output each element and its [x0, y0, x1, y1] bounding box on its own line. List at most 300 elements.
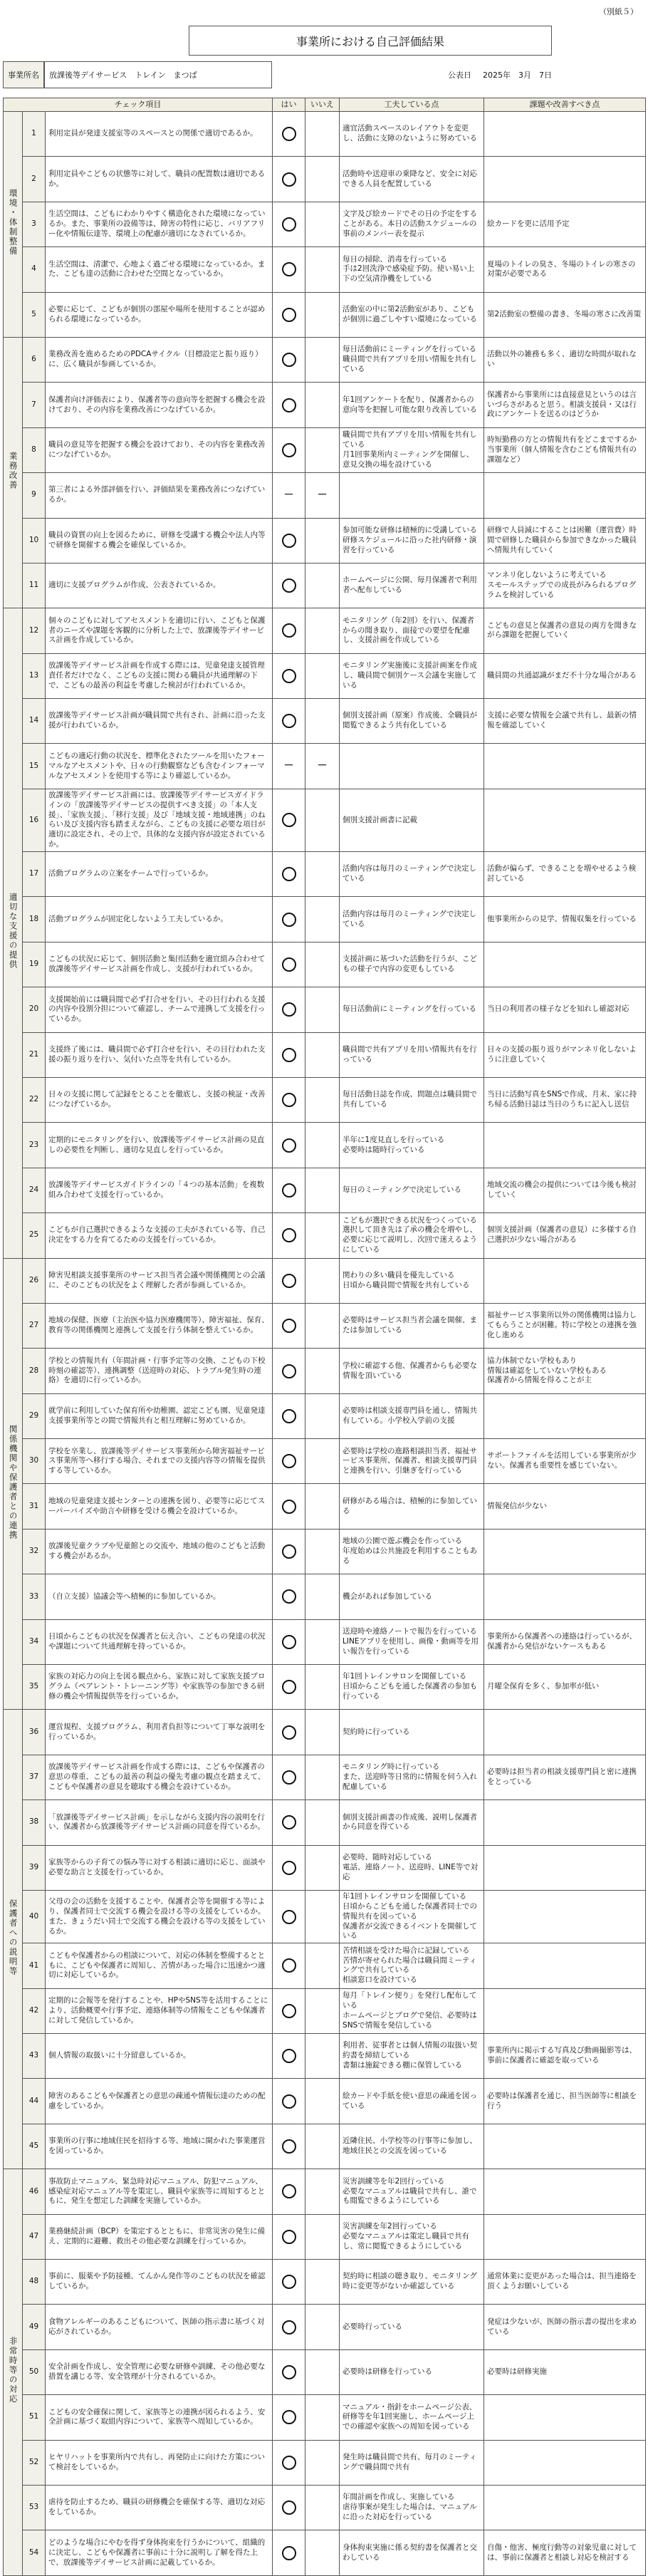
issue-note: 活動が偏らず、できることを増やせるよう検討している [484, 852, 646, 897]
check-item: 第三者による外部評価を行い、評価結果を業務改善につなげているか。 [46, 473, 273, 518]
check-item: 職員の意見等を把握する機会を設けており、その内容を業務改善につなげているか。 [46, 427, 273, 472]
check-item: 必要に応じて、こどもが個別の部屋や場所を使用することが認められる環境になっているか。 [46, 292, 273, 337]
circle-mark [282, 1138, 296, 1153]
row-number: 14 [23, 699, 46, 744]
publish-date-label: 公表日 [448, 71, 471, 80]
issue-note [484, 744, 646, 789]
effort-note: 職員間で共有アプリを用い情報を共有している 月1回事業所内ミーティングを開催し、意見交換の場を設けている [340, 427, 484, 472]
issue-note: 夏場のトイレの臭さ、冬場のトイレの寒さの対策が必要である [484, 247, 646, 292]
effort-note: 研修がある場合は、積極的に参加している [340, 1484, 484, 1529]
check-item: 個人情報の取扱いに十分留意しているか。 [46, 2034, 273, 2079]
table-row [4, 383, 646, 427]
issue-note: こどもの意見と保護者の意見の両方を聞きながら課題を把握していく [484, 608, 646, 653]
table-row [4, 1619, 646, 1664]
table-header-row [4, 98, 646, 112]
effort-note: 文字及び絵カードでその日の予定をすることがある。本日の活動スケジュールの事前のメンバー表を提示 [340, 202, 484, 246]
check-item: 放課後等デイサービス計画には、放課後等デイサービスガイドラインの「放課後等デイサービスの提供すべき支援」の「本人支援」、「家族支援」、「移行支援」及び「地域支援・地域連携」のねらい及び支援内容も踏まえながら、こどもの支援に必要な項目が適切に設定され、その上で、具体的な支援内容が設定されているか。 [46, 789, 273, 851]
table-row [4, 1665, 646, 1710]
check-item: 家族の対応力の向上を図る観点から、家族に対して家族支援プログラム（ペアレント・トレーニング等）や家族等の参加できる研修の機会や情報提供等を行っているか。 [46, 1665, 273, 1710]
table-row [4, 1529, 646, 1574]
circle-mark [282, 1958, 296, 1973]
effort-note: 必要時行っている [340, 2305, 484, 2349]
header-yes: はい [273, 98, 305, 112]
effort-note: 必要時は相談支援専門員を通し、情報共有している。小学校入学前の支援 [340, 1393, 484, 1438]
yes-cell [273, 202, 305, 246]
no-cell [305, 2349, 340, 2394]
table-row [4, 2530, 646, 2575]
business-info [3, 61, 645, 88]
table-row [4, 2485, 646, 2530]
row-number: 33 [23, 1574, 46, 1619]
yes-cell [273, 608, 305, 653]
no-cell [305, 653, 340, 698]
no-cell [305, 1258, 340, 1303]
circle-mark [282, 2139, 296, 2154]
no-cell [305, 1943, 340, 1988]
check-item: 保護者向け評価表により、保護者等の意向等を把握する機会を設けており、その内容を業務改善につなげているか。 [46, 383, 273, 427]
row-number: 5 [23, 292, 46, 337]
circle-mark [282, 1589, 296, 1604]
circle-mark [282, 957, 296, 972]
row-number: 27 [23, 1303, 46, 1348]
issue-note: 当日の利用者の様子などを知れし確認対応 [484, 987, 646, 1032]
effort-note: 学校に確認する他、保護者からも必要な情報を頂いている [340, 1349, 484, 1393]
no-cell [305, 1349, 340, 1393]
circle-mark [282, 1093, 296, 1107]
circle-mark [282, 262, 296, 276]
table-row [4, 337, 646, 382]
issue-note [484, 2124, 646, 2169]
row-number: 45 [23, 2124, 46, 2169]
table-row [4, 1755, 646, 1799]
circle-mark [282, 2410, 296, 2424]
no-cell [305, 1891, 340, 1943]
circle-mark [282, 1861, 296, 1875]
yes-cell [273, 1800, 305, 1845]
yes-cell [273, 1574, 305, 1619]
no-cell [305, 1665, 340, 1710]
effort-note: モニタリング（年2回）を行い、保護者からの聞き取り、面接での要望を配慮し、支援計画を作成している [340, 608, 484, 653]
no-cell [305, 1393, 340, 1438]
yes-cell [273, 2440, 305, 2485]
row-number: 2 [23, 157, 46, 202]
yes-cell [273, 2485, 305, 2530]
issue-note: 自傷・他害、極度行動等の対象児童に対しては、事前に保護者と相談し対応を検討する [484, 2530, 646, 2575]
check-item: 安全計画を作成し、安全管理に必要な研修や訓練、その他必要な措置を講じる等、安全管理が十分されるているか。 [46, 2349, 273, 2394]
issue-note: 必要時は担当者の相談支援専門員と密に連携をとっている [484, 1755, 646, 1799]
issue-note: 事業所から保護者への連絡は行っているが、保護者から発信がないケースもある [484, 1619, 646, 1664]
row-number: 53 [23, 2485, 46, 2530]
issue-note: 福祉サービス事業所以外の関係機関は協力してもらうことが困難。特に学校との連携を強化し進める [484, 1303, 646, 1348]
row-number: 6 [23, 337, 46, 382]
yes-cell [273, 1258, 305, 1303]
effort-note: ホームページに公開、毎月保護者で利用者へ配布している [340, 563, 484, 608]
circle-mark [282, 2004, 296, 2018]
table-row [4, 518, 646, 563]
row-number: 39 [23, 1845, 46, 1890]
check-item: 放課後等デイサービス計画が職員間で共有され、計画に沿った支援が行われているか。 [46, 699, 273, 744]
category-label: 適切な支援の提供 [8, 893, 19, 970]
row-number: 4 [23, 247, 46, 292]
no-cell [305, 2124, 340, 2169]
no-cell [305, 1988, 340, 2033]
check-item: 支援開始前には職員間で必ず打合せを行い、その日行われる支援の内容や役割分担について確認し、チームで連携して支援を行っているか。 [46, 987, 273, 1032]
circle-mark [282, 2275, 296, 2289]
row-number: 49 [23, 2305, 46, 2349]
no-cell [305, 247, 340, 292]
row-number: 10 [23, 518, 46, 563]
row-number: 32 [23, 1529, 46, 1574]
header-no: いいえ [305, 98, 340, 112]
check-item: 障害児相談支援事業所のサービス担当者会議や関係機関との会議に、そのこどもの状況をよく理解した者が参画しているか。 [46, 1258, 273, 1303]
row-number: 19 [23, 942, 46, 987]
effort-note: 毎日活動前にミーティングを行っている 職員間で共有アプリを用い情報を共有している [340, 337, 484, 382]
row-number: 25 [23, 1213, 46, 1258]
issue-note: 必要時は研修実施 [484, 2349, 646, 2394]
table-row [4, 2349, 646, 2394]
effort-note: モニタリング実施後に支援計画案を作成し、職員間で個別ケース会議を実施している [340, 653, 484, 698]
circle-mark [282, 2456, 296, 2470]
yes-cell [273, 1303, 305, 1348]
check-item: 就学前に利用していた保育所や幼稚園、認定こども園、児童発達支援事業所等との間で情報共有と相互理解に努めているか。 [46, 1393, 273, 1438]
check-item: 利用定員やこどもの状態等に対して、職員の配置数は適切であるか。 [46, 157, 273, 202]
no-cell [305, 2214, 340, 2259]
circle-mark [282, 2500, 296, 2515]
table-row [4, 744, 646, 789]
yes-cell [273, 518, 305, 563]
table-row [4, 2169, 646, 2214]
yes-cell [273, 563, 305, 608]
yes-cell [273, 473, 305, 518]
effort-note: モニタリング時に行っている また、送迎時等日常的に情報を伺う入れ配慮している [340, 1755, 484, 1799]
row-number: 30 [23, 1439, 46, 1484]
effort-note: 地域の公園で遊ぶ機会を作っている 年度始めは公共施設を利用することもある [340, 1529, 484, 1574]
check-item: 業務継続計画（BCP）を策定するとともに、非常災害の発生に備え、定期的に避難、救出その他必要な訓練を行っているか。 [46, 2214, 273, 2259]
check-item: こどもや保護者からの相談について、対応の体制を整備するとともに、こどもや保護者に周知し、苦情があった場合に迅速かつ適切に対応しているか。 [46, 1943, 273, 1988]
no-cell [305, 2395, 340, 2440]
row-number: 47 [23, 2214, 46, 2259]
check-item: 食物アレルギーのあるこどもについて、医師の指示書に基づく対応がされているか。 [46, 2305, 273, 2349]
circle-mark [282, 1680, 296, 1694]
circle-mark [282, 714, 296, 728]
table-row [4, 1943, 646, 1988]
effort-note: 必要時、随時対応している 電話、連絡ノート、送迎時、LINE等で対応 [340, 1845, 484, 1890]
no-cell [305, 1303, 340, 1348]
effort-note: 関わりの多い職員を優先している 日頃から職員間で情報を共有している [340, 1258, 484, 1303]
effort-note: 活動時や送迎車の乗降など、安全に対応できる人員を配置している [340, 157, 484, 202]
check-item: 利用定員が発達支援室等のスペースとの関係で適切であるか。 [46, 112, 273, 157]
check-item: 地域の保健、医療（主治医や協力医療機関等）、障害福祉、保育、教育等の関係機関と連携して支援を行う体制を整えているか。 [46, 1303, 273, 1348]
effort-note: 年1回トレインサロンを開催している 日頃からこどもを通した保護者同士での情報共有を図っている 保護者が交流できるイベントを開催している [340, 1891, 484, 1943]
category-cell [4, 1258, 23, 1710]
yes-cell [273, 852, 305, 897]
no-cell [305, 1710, 340, 1755]
check-item: 業務改善を進めるためのPDCAサイクル（目標設定と振り返り）に、広く職員が参画しているか。 [46, 337, 273, 382]
table-row [4, 1258, 646, 1303]
yes-cell [273, 942, 305, 987]
effort-note: 個別支援計画書に記載 [340, 789, 484, 851]
yes-cell [273, 1988, 305, 2033]
check-item: 適切に支援プログラムが作成、公表されているか。 [46, 563, 273, 608]
circle-mark [282, 2230, 296, 2244]
no-cell [305, 2169, 340, 2214]
dash-mark: － [317, 489, 328, 502]
table-row [4, 1032, 646, 1077]
check-item: 活動プログラムの立案をチームで行っているか。 [46, 852, 273, 897]
check-item: 日々の支援に関して記録をとることを徹底し、支援の検証・改善につなげているか。 [46, 1077, 273, 1122]
table-row [4, 653, 646, 698]
no-cell [305, 1439, 340, 1484]
circle-mark [282, 398, 296, 412]
category-label: 保護者への説明等 [8, 1899, 19, 1976]
issue-note: 支援に必要な情報を会議で共有し、最新の情報を確認していく [484, 699, 646, 744]
table-row [4, 1800, 646, 1845]
category-label: 非常時等の対応 [8, 2337, 19, 2404]
circle-mark [282, 353, 296, 367]
check-item: 日頃からこどもの状況を保護者と伝え合い、こどもの発達の状況や課題について共通理解を持っているか。 [46, 1619, 273, 1664]
circle-mark [282, 1364, 296, 1378]
effort-note: 毎月「トレイン便り」を発行し配布している ホームページとブログで発信、必要時はSNSで情報を発信している [340, 1988, 484, 2033]
header-effort: 工夫している点 [340, 98, 484, 112]
issue-note: 研修で人員減にすることは困難（運営費）時間で研修した職員から参加できなかった職員へ情報共有していく [484, 518, 646, 563]
no-cell [305, 202, 340, 246]
table-row [4, 2260, 646, 2305]
no-cell [305, 744, 340, 789]
table-row [4, 473, 646, 518]
circle-mark [282, 813, 296, 827]
circle-mark [282, 623, 296, 638]
effort-note: 身体拘束実施に係る契約書を保護者と交わしている [340, 2530, 484, 2575]
issue-note: 情報発信が少ない [484, 1484, 646, 1529]
effort-note: 適宜活動スペースのレイアウトを変更し、活動に支障のないように努めている [340, 112, 484, 157]
yes-cell [273, 1755, 305, 1799]
yes-cell [273, 1393, 305, 1438]
yes-cell [273, 699, 305, 744]
yes-cell [273, 987, 305, 1032]
no-cell [305, 2260, 340, 2305]
circle-mark [282, 1409, 296, 1423]
check-item: 放課後児童クラブや児童館との交流や、地域の他のこどもと活動する機会があるか。 [46, 1529, 273, 1574]
row-number: 7 [23, 383, 46, 427]
effort-note: 職員間で共有アプリを用い情報共有を行っている [340, 1032, 484, 1077]
row-number: 16 [23, 789, 46, 851]
table-row [4, 2305, 646, 2349]
circle-mark [282, 1544, 296, 1559]
dash-mark: － [283, 760, 294, 772]
yes-cell [273, 427, 305, 472]
table-row [4, 2440, 646, 2485]
check-item: こどもの状況に応じて、個別活動と集団活動を適宜組み合わせて放課後等デイサービス計画を作成し、支援が行われているか。 [46, 942, 273, 987]
business-name-label: 事業所名 [3, 61, 44, 88]
effort-note: 送迎時や連絡ノートで報告を行っている LINEアプリを使用し、画像・動画等を用い報告を行っている [340, 1619, 484, 1664]
table-row [4, 789, 646, 851]
issue-note: 通常体業に変更があった場合は、担当連絡を頂くようお願いしている [484, 2260, 646, 2305]
issue-note: 日々の支援の振り返りがマンネリ化しないように注意していく [484, 1032, 646, 1077]
issue-note: 協力体制でない学校もあり 情報は確認をしていない学校もある 保護者から情報を得ることが主 [484, 1349, 646, 1393]
row-number: 38 [23, 1800, 46, 1845]
check-item: こどもの安全確保に関して、家族等との連携が図られるよう、安全計画に基づく取組内容について、家族等へ周知しているか。 [46, 2395, 273, 2440]
table-row [4, 427, 646, 472]
row-number: 15 [23, 744, 46, 789]
row-number: 42 [23, 1988, 46, 2033]
yes-cell [273, 1943, 305, 1988]
table-row [4, 2079, 646, 2124]
no-cell [305, 1168, 340, 1212]
issue-note: 第2活動室の整備の書き、冬場の寒さに改善策 [484, 292, 646, 337]
no-cell [305, 942, 340, 987]
circle-mark [282, 669, 296, 683]
issue-note: 必要時は保護者を通じ、担当医師等に相談を行う [484, 2079, 646, 2124]
effort-note: 個別支援計画（原案）作成後、全職員が閲覧できるよう共有化している [340, 699, 484, 744]
effort-note [340, 744, 484, 789]
row-number: 46 [23, 2169, 46, 2214]
yes-cell [273, 157, 305, 202]
table-row [4, 608, 646, 653]
effort-note: 年1回トレインサロンを開催している 日頃からこどもを通した保護者の参加も行っている [340, 1665, 484, 1710]
table-row [4, 1349, 646, 1393]
check-item: 学校を卒業し、放課後等デイサービス事業所から障害福祉サービス事業所等へ移行する場合、それまでの支援内容等の情報を提供する等しているか。 [46, 1439, 273, 1484]
yes-cell [273, 1484, 305, 1529]
yes-cell [273, 1032, 305, 1077]
circle-mark [282, 1725, 296, 1740]
circle-mark [282, 534, 296, 548]
row-number: 35 [23, 1665, 46, 1710]
issue-note [484, 1710, 646, 1755]
circle-mark [282, 1183, 296, 1198]
no-cell [305, 563, 340, 608]
issue-note [484, 2214, 646, 2259]
check-item: 支援終了後には、職員間で必ず打合せを行い、その日行われた支援の振り返りを行い、気付いた点等を共有しているか。 [46, 1032, 273, 1077]
table-row [4, 1123, 646, 1168]
no-cell [305, 1574, 340, 1619]
check-item: 家族等からの子育ての悩み等に対する相談に適切に応じ、面談や必要な助言と支援を行っているか。 [46, 1845, 273, 1890]
issue-note: 時短勤務の方との情報共有をどこまでするか 当事業所（個人情報を含むこども情報共有の課題など） [484, 427, 646, 472]
no-cell [305, 2305, 340, 2349]
table-row [4, 1168, 646, 1212]
check-item: こどもの適応行動の状況を、標準化されたツールを用いたフォーマルなアセスメントや、日々の行動観察なども含むインフォーマルなアセスメントを使用する等により確認しているか。 [46, 744, 273, 789]
row-number: 51 [23, 2395, 46, 2440]
row-number: 13 [23, 653, 46, 698]
effort-note: 絵カードや手紙を使い意思の疎通を図っている [340, 2079, 484, 2124]
issue-note [484, 942, 646, 987]
table-row [4, 1891, 646, 1943]
circle-mark [282, 2320, 296, 2334]
row-number: 44 [23, 2079, 46, 2124]
yes-cell [273, 1168, 305, 1212]
circle-mark [282, 1815, 296, 1829]
circle-mark [282, 1500, 296, 1514]
table-row [4, 1574, 646, 1619]
row-number: 23 [23, 1123, 46, 1168]
yes-cell [273, 2169, 305, 2214]
no-cell [305, 789, 340, 851]
issue-note: マンネリ化しないように考えている スモールステップでの成長がみられるプログラムを検討している [484, 563, 646, 608]
check-item: 父母の会の活動を支援することや、保護者会等を開催する等により、保護者同士で交流する機会を設ける等の支援をしているか。また、きょうだい同士で交流する機会を設ける等の支援をしているか。 [46, 1891, 273, 1943]
dash-mark: － [283, 489, 294, 502]
yes-cell [273, 1213, 305, 1258]
table-row [4, 202, 646, 246]
table-row [4, 563, 646, 608]
effort-note: 必要時は研修を行っている [340, 2349, 484, 2394]
row-number: 20 [23, 987, 46, 1032]
business-name: 放課後等デイサービス トレイン まつば [44, 61, 272, 88]
yes-cell [273, 2214, 305, 2259]
yes-cell [273, 1439, 305, 1484]
issue-note: 発症は少ないが、医師の指示書の提出を求めている [484, 2305, 646, 2349]
row-number: 24 [23, 1168, 46, 1212]
no-cell [305, 1077, 340, 1122]
no-cell [305, 473, 340, 518]
effort-note: 発生時は職員間で共有、毎月のミーティングで職員間で共有 [340, 2440, 484, 2485]
effort-note: 年1回アンケートを配り、保護者からの意向等を把握し可能な限り改善している [340, 383, 484, 427]
table-row [4, 2214, 646, 2259]
effort-note: 活動内容は毎月のミーティングで決定している [340, 852, 484, 897]
effort-note [340, 473, 484, 518]
no-cell [305, 1619, 340, 1664]
effort-note: 毎日の掃除、消毒を行っている 手は2回洗浄で感染症予防。使い易い上下の空気清浄機をしている [340, 247, 484, 292]
effort-note: 利用者、従事者とは個人情報の取扱い契約書を締結している 書類は施錠できる棚に保管している [340, 2034, 484, 2079]
yes-cell [273, 247, 305, 292]
yes-cell [273, 653, 305, 698]
row-number: 36 [23, 1710, 46, 1755]
yes-cell [273, 292, 305, 337]
check-item: 障害のあるこどもや保護者との意思の疎通や情報伝達のための配慮をしているか。 [46, 2079, 273, 2124]
circle-mark [282, 1048, 296, 1062]
table-row [4, 1484, 646, 1529]
row-number: 11 [23, 563, 46, 608]
table-row [4, 942, 646, 987]
check-item: こどもが自己選択できるような支援の工夫がされている等、自己決定をする力を育てるための支援を行っているか。 [46, 1213, 273, 1258]
table-row [4, 1303, 646, 1348]
yes-cell [273, 383, 305, 427]
table-row [4, 699, 646, 744]
row-number: 29 [23, 1393, 46, 1438]
table-row [4, 852, 646, 897]
circle-mark [282, 127, 296, 141]
no-cell [305, 518, 340, 563]
effort-note: 機会があれば参加している [340, 1574, 484, 1619]
check-item: 放課後等デイサービスガイドラインの「４つの基本活動」を複数組み合わせて支援を行っているか。 [46, 1168, 273, 1212]
yes-cell [273, 1349, 305, 1393]
no-cell [305, 699, 340, 744]
yes-cell [273, 789, 305, 851]
category-label: 関係機関や保護者との連携 [8, 1424, 19, 1540]
yes-cell [273, 1891, 305, 1943]
circle-mark [282, 1228, 296, 1242]
yes-cell [273, 897, 305, 942]
check-item: 個々のこどもに対してアセスメントを適切に行い、こどもと保護者のニーズや課題を客観的に分析した上で、放課後等デイサービス計画を作成しているか。 [46, 608, 273, 653]
dash-mark: － [317, 760, 328, 772]
no-cell [305, 1529, 340, 1574]
table-row [4, 2395, 646, 2440]
row-number: 37 [23, 1755, 46, 1799]
row-number: 28 [23, 1349, 46, 1393]
check-item: 学校との情報共有（年間計画・行事予定等の交換、こどもの下校時刻の確認等）、連携調整（送迎時の対応、トラブル発生時の連絡）を適切に行っているか。 [46, 1349, 273, 1393]
check-item: 生活空間は、こどもにわかりやすく構造化された環境になっているか。また、事業所の設備等は、障害の特性に応じ、バリアフリー化や情報伝達等、環境上の配慮が適切になされているか。 [46, 202, 273, 246]
page-title-text: 事業所における自己評価結果 [296, 34, 444, 48]
table-row [4, 1710, 646, 1755]
yes-cell [273, 1123, 305, 1168]
issue-note [484, 789, 646, 851]
yes-cell [273, 2530, 305, 2575]
check-item: 事業所の行事に地域住民を招待する等、地域に開かれた事業運営を図っているか。 [46, 2124, 273, 2169]
no-cell [305, 337, 340, 382]
row-number: 12 [23, 608, 46, 653]
yes-cell [273, 2260, 305, 2305]
category-cell [4, 608, 23, 1258]
row-number: 52 [23, 2440, 46, 2485]
table-row [4, 1213, 646, 1258]
